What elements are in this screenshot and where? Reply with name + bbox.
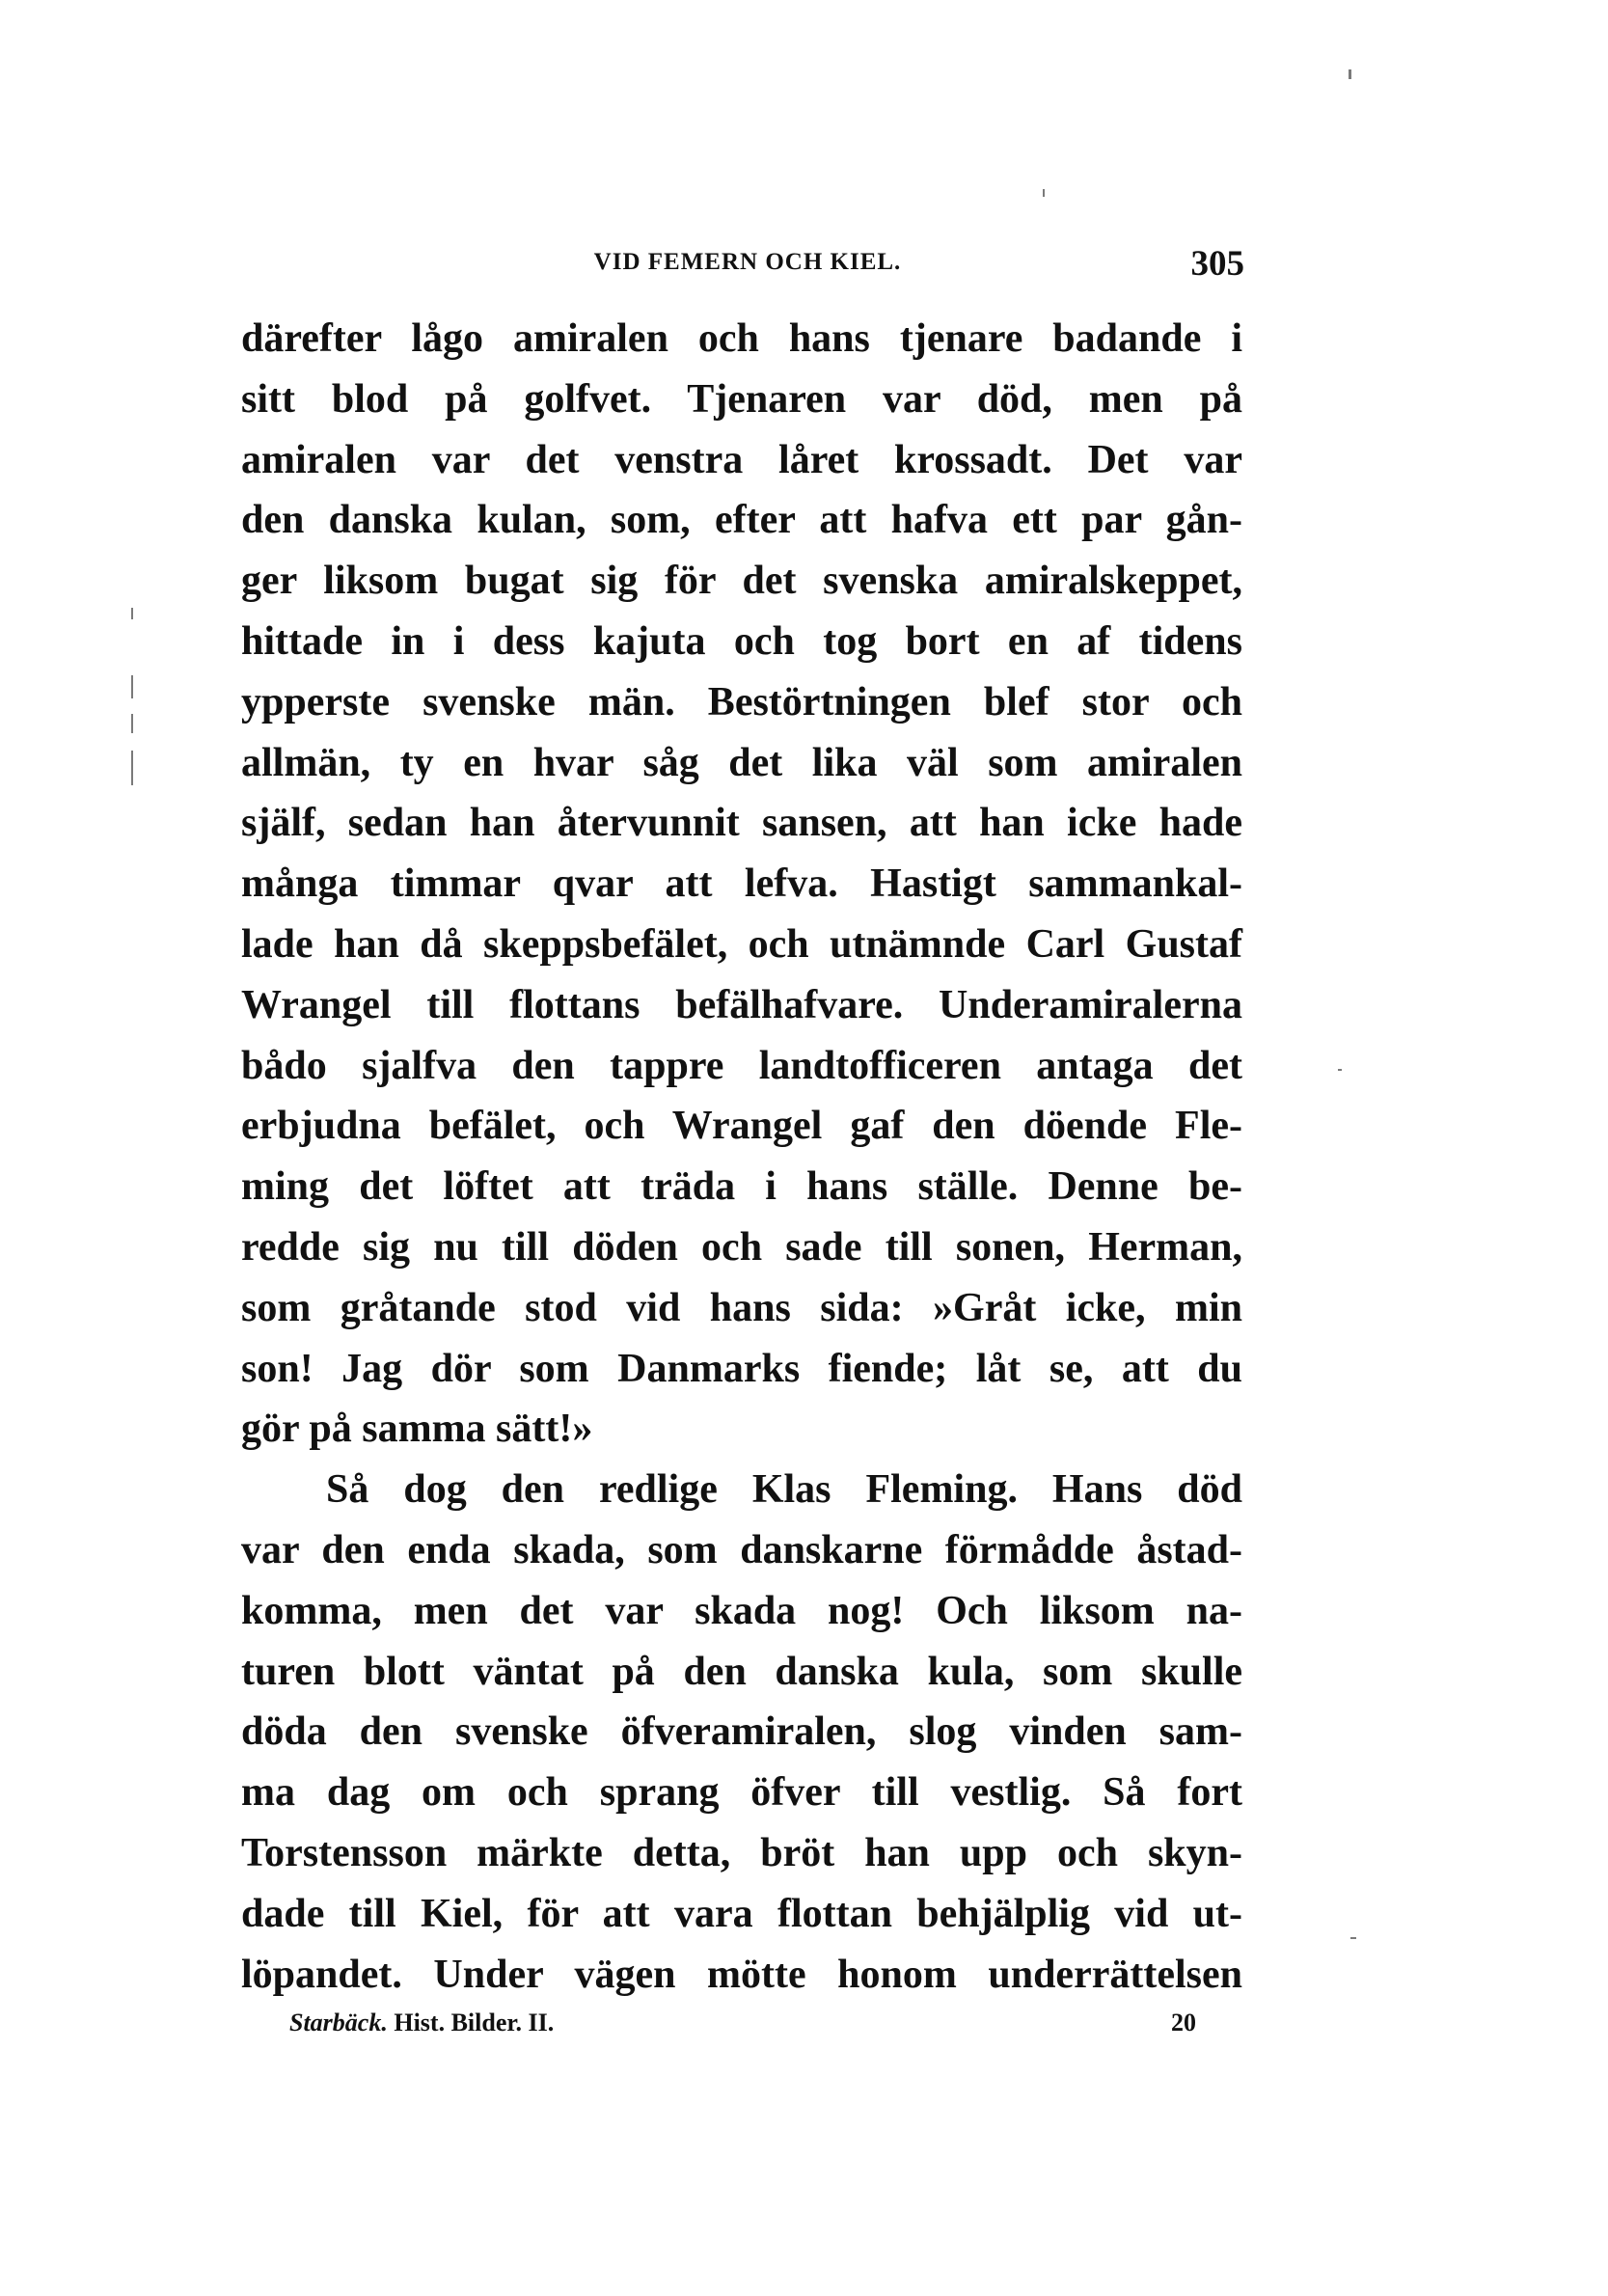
scan-speck	[1043, 189, 1045, 197]
text-line: son! Jag dör som Danmarks fiende; låt se, att du	[241, 1346, 1242, 1391]
text-line: sitt blod på golfvet. Tjenaren var död, men på	[241, 376, 1242, 422]
scan-speck	[1349, 69, 1351, 79]
sheet-number: 20	[1171, 2009, 1196, 2036]
author-name: Starbäck.	[289, 2009, 388, 2036]
text-line: var den enda skada, som danskarne förmådde åstad-	[241, 1527, 1242, 1572]
text-line: allmän, ty en hvar såg det lika väl som amiralen	[241, 740, 1242, 785]
body-text	[241, 309, 1242, 2005]
text-line: bådo sjalfva den tappre landtofficeren antaga det	[241, 1043, 1242, 1088]
text-line: gör på samma sätt!»	[241, 1407, 593, 1452]
text-line: Så dog den redlige Klas Fleming. Hans död	[326, 1467, 1242, 1513]
text-line: själf, sedan han återvunnit sansen, att han icke hade	[241, 801, 1242, 846]
text-line: komma, men det var skada nog! Och liksom na-	[241, 1588, 1242, 1633]
running-title: VID FEMERN OCH KIEL.	[593, 249, 902, 275]
text-line: redde sig nu till döden och sade till sonen, Herman,	[241, 1224, 1242, 1270]
scan-speck	[131, 675, 133, 698]
scan-speck	[131, 751, 133, 785]
text-line: därefter lågo amiralen och hans tjenare badande i	[241, 316, 1242, 361]
scan-speck	[131, 608, 133, 619]
text-line: turen blott väntat på den danska kula, som skulle	[241, 1649, 1242, 1694]
text-line: Torstensson märkte detta, bröt han upp och skyn-	[241, 1830, 1242, 1875]
text-line: ger liksom bugat sig för det svenska amiralskeppet,	[241, 559, 1242, 604]
text-line: ma dag om och sprang öfver till vestlig. Så fort	[241, 1770, 1242, 1816]
text-line: den danska kulan, som, efter att hafva ett par gån-	[241, 498, 1242, 543]
text-line: ming det löftet att träda i hans ställe. Denne be-	[241, 1164, 1242, 1210]
text-line: många timmar qvar att lefva. Hastigt sammankal-	[241, 861, 1242, 907]
signature-line	[289, 2009, 1196, 2047]
text-line: Wrangel till flottans befälhafvare. Underamiralerna	[241, 982, 1242, 1027]
scan-speck	[1338, 1069, 1342, 1071]
text-line: dade till Kiel, för att vara flottan behjälplig vid ut-	[241, 1891, 1242, 1936]
page-number: 305	[1190, 244, 1244, 284]
text-line: döda den svenske öfveramiralen, slog vinden sam-	[241, 1709, 1242, 1755]
text-line: lade han då skeppsbefälet, och utnämnde Carl Gustaf	[241, 921, 1242, 967]
text-line: som gråtande stod vid hans sida: »Gråt icke, min	[241, 1285, 1242, 1330]
text-line: ypperste svenske män. Bestörtningen blef stor och	[241, 679, 1242, 724]
scan-speck	[131, 714, 133, 733]
signature-mark	[289, 2009, 554, 2037]
scan-speck	[1350, 1937, 1356, 1939]
work-title: Hist. Bilder. II.	[394, 2009, 555, 2036]
text-line: hittade in i dess kajuta och tog bort en af tidens	[241, 618, 1242, 664]
text-line: erbjudna befälet, och Wrangel gaf den döende Fle-	[241, 1104, 1242, 1149]
running-head	[241, 243, 1254, 282]
text-line: amiralen var det venstra låret krossadt. Det var	[241, 437, 1242, 482]
text-line: löpandet. Under vägen mötte honom underrättelsen	[241, 1952, 1242, 1997]
